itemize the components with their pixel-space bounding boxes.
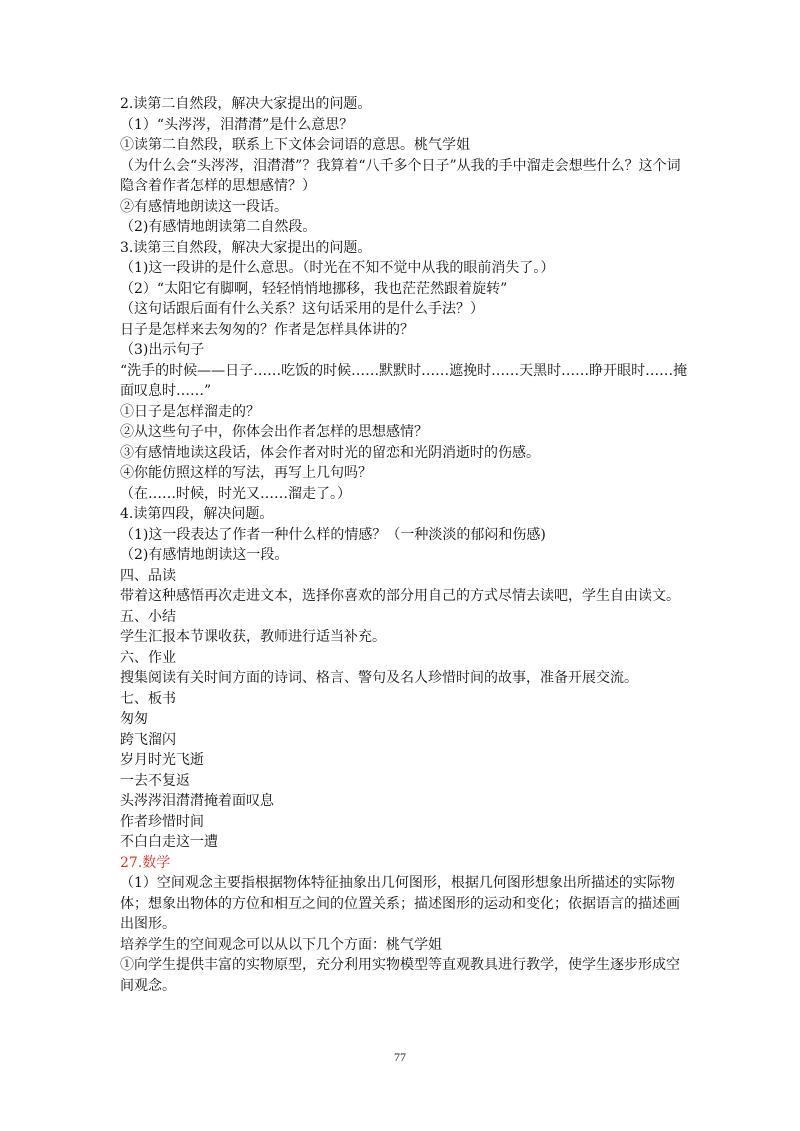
text-paragraph: “洗手的时候——日子……吃饭的时候……默默时……遮挽时……天黑时……睁开眼时……掩面叹息时……” [120, 362, 688, 399]
section-heading: 四、品读 [120, 567, 176, 584]
text-line: ①日子是怎样溜走的？ [120, 403, 260, 420]
text-line: 4.读第四段，解决问题。 [120, 506, 274, 522]
board-line: 匆匆 [120, 711, 148, 727]
text-paragraph: （1）空间观念主要指根据物体特征抽象出几何图形，根据几何图形想象出所描述的实际物体；想象出物体的方位和相互之间的位置关系；描述图形的运动和变化；依据语言的描述画出图形。 [120, 875, 680, 932]
text-line: （在……时候，时光又……溜走了。） [120, 485, 351, 502]
page-number: 77 [394, 1050, 406, 1064]
text-line: ③有感情地读这段话，体会作者对时光的留恋和光阴消逝时的伤感。 [120, 444, 540, 461]
text-line: ④你能仿照这样的写法，再写上几句吗？ [120, 465, 372, 481]
text-line: 带着这种感悟再次走进文本，选择你喜欢的部分用自己的方式尽情去读吧，学生自由读文。 [120, 588, 680, 604]
text-line: 搜集阅读有关时间方面的诗词、格言、警句及名人珍惜时间的故事，准备开展交流。 [120, 670, 638, 686]
text-paragraph: ①向学生提供丰富的实物原型，充分利用实物模型等直观教具进行教学，使学生逐步形成空间观念。 [120, 957, 680, 994]
text-line: 2.读第二自然段，解决大家提出的问题。 [120, 96, 372, 112]
text-line: 日子是怎样来去匆匆的？作者是怎样具体讲的？ [120, 321, 414, 338]
text-line: （1)这一段讲的是什么意思。（时光在不知不觉中从我的眼前消失了。） [120, 260, 555, 276]
text-line: ①读第二自然段，联系上下文体会词语的意思。桃气学姐 [120, 137, 470, 153]
text-line: （1)这一段表达了作者一种什么样的情感？（一种淡淡的郁闷和伤感) [120, 526, 546, 543]
board-line: 头涔涔泪潸潸掩着面叹息 [120, 793, 274, 809]
section-heading: 六、作业 [120, 649, 176, 666]
text-line: ②有感情地朗读这一段话。 [120, 198, 288, 215]
section-heading: 五、小结 [120, 608, 176, 625]
board-line: 跨飞溜闪 [120, 731, 176, 748]
text-line: （2)有感情地朗读第二自然段。 [120, 219, 317, 235]
text-line: 3.读第三自然段，解决大家提出的问题。 [120, 239, 372, 256]
board-line: 岁月时光飞逝 [120, 752, 204, 768]
text-line: （2)有感情地朗读这一段。 [120, 547, 289, 563]
text-line: 培养学生的空间观念可以从以下几个方面：桃气学姐 [120, 936, 442, 953]
text-line: ②从这些句子中，你体会出作者怎样的思想感情？ [120, 424, 428, 440]
math-section-heading: 27.数学 [120, 854, 171, 871]
document-body [120, 94, 690, 996]
text-paragraph: （为什么会“头涔涔，泪潸潸”？我算着“八千多个日子”从我的手中溜走会想些什么？这个词隐含着作者怎样的思想感情？） [120, 157, 681, 194]
board-line: 作者珍惜时间 [120, 813, 204, 830]
text-line: （3)出示句子 [120, 342, 205, 358]
board-line: 一去不复返 [120, 772, 190, 789]
text-line: （这句话跟后面有什么关系？这句话采用的是什么手法？） [120, 301, 484, 317]
text-line: （1）“头涔涔，泪潸潸”是什么意思？ [120, 116, 354, 133]
board-line: 不白白走这一遭 [120, 834, 218, 850]
section-heading: 七、板书 [120, 690, 176, 707]
text-line: （2）“太阳它有脚啊，轻轻悄悄地挪移，我也茫茫然跟着旋转” [120, 280, 508, 297]
text-line: 学生汇报本节课收获，教师进行适当补充。 [120, 629, 386, 645]
